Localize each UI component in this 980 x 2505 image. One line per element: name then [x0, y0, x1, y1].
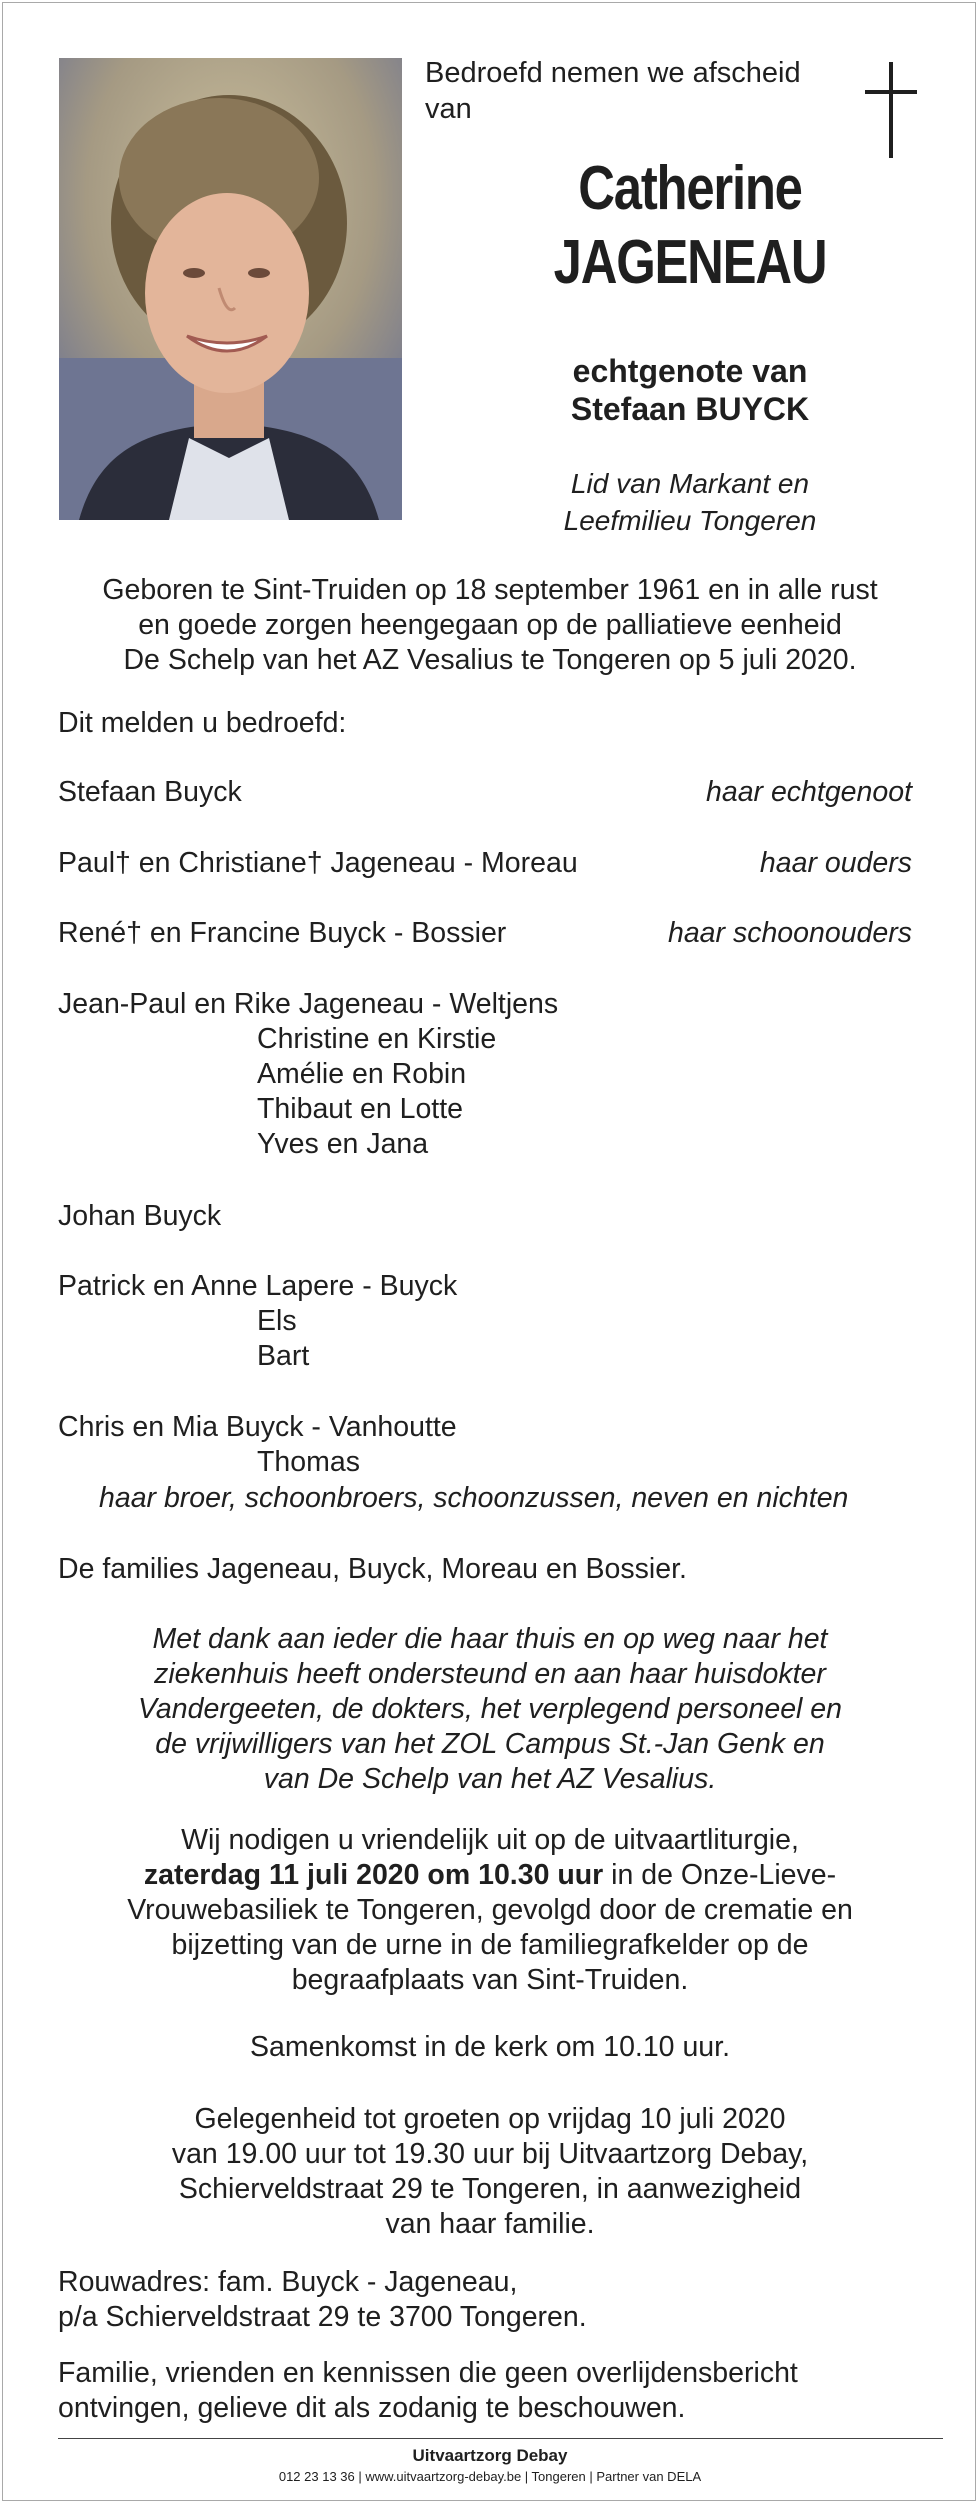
relative-relation: haar echtgenoot: [706, 776, 912, 808]
families-line: De families Jageneau, Buyck, Moreau en Bossier.: [58, 1553, 687, 1585]
closing-text: Familie, vrienden en kennissen die geen overlijdensbericht ontvingen, gelieve dit als zodanig te beschouwen.: [58, 2357, 798, 2424]
portrait-photo: [59, 58, 402, 520]
footer-info: 012 23 13 36 | www.uitvaartzorg-debay.be | Tongeren | Partner van DELA: [278, 2469, 702, 2484]
family-child: Els: [257, 1305, 297, 1337]
family-child: Amélie en Robin: [257, 1058, 467, 1090]
family-child: Yves en Jana: [257, 1128, 429, 1160]
relative-name: Paul† en Christiane† Jageneau - Moreau: [58, 847, 578, 879]
mourning-address: Rouwadres: fam. Buyck - Jageneau, p/a Schierveldstraat 29 te 3700 Tongeren.: [58, 2266, 587, 2333]
relative-name: René† en Francine Buyck - Bossier: [58, 917, 507, 949]
spouse-line-1: echtgenote van: [572, 353, 808, 389]
spouse-name: Stefaan BUYCK: [570, 391, 810, 427]
siblings-line: haar broer, schoonbroers, schoonzussen, neven en nichten: [99, 1482, 849, 1514]
birth-death-text: Geboren te Sint-Truiden op 18 september 1961 en in alle rust en goede zorgen heengegaan op de palliatieve eenheid De Schelp van het AZ Vesalius te Tongeren op 5 juli 2020.: [102, 574, 878, 676]
intro-text: Bedroefd nemen we afscheid van: [425, 57, 801, 125]
thanks-text: Met dank aan ieder die haar thuis en op weg naar het ziekenhuis heeft ondersteund en aan haar huisdokter Vandergeeten, de dokters, het verplegend personeel en de vrijwilligers van het ZOL Campus St.-Jan Genk en van De Schelp van het AZ Vesalius.: [137, 1623, 843, 1795]
cross-icon: [862, 62, 922, 162]
relative-relation: haar schoonouders: [667, 917, 912, 949]
relative-relation: haar ouders: [759, 847, 912, 879]
family-head: Patrick en Anne Lapere - Buyck: [58, 1270, 458, 1302]
family-child: Thibaut en Lotte: [257, 1093, 463, 1125]
family-child: Thomas: [257, 1446, 360, 1478]
membership-line-2: Leefmilieu Tongeren: [563, 505, 817, 536]
membership-line-1: Lid van Markant en: [570, 468, 810, 499]
invitation-text: Wij nodigen u vriendelijk uit op de uitvaartliturgie, zaterdag 11 juli 2020 om 10.30 uur in de Onze-Lieve- Vrouwebasiliek te Tongeren, gevolgd door de crematie en bijzetting van de urne in de familiegrafkelder op de begraafplaats van Sint-Truiden.: [127, 1824, 853, 1996]
family-child: Christine en Kirstie: [257, 1023, 497, 1055]
gathering-line: Samenkomst in de kerk om 10.10 uur.: [250, 2031, 730, 2063]
family-child: Bart: [257, 1340, 310, 1372]
family-head: Jean-Paul en Rike Jageneau - Weltjens: [58, 988, 559, 1020]
announce-line: Dit melden u bedroefd:: [58, 707, 347, 739]
relative-name: Stefaan Buyck: [58, 776, 242, 808]
footer-title: Uitvaartzorg Debay: [412, 2446, 568, 2465]
visitation-text: Gelegenheid tot groeten op vrijdag 10 juli 2020 van 19.00 uur tot 19.30 uur bij Uitvaartzorg Debay, Schierveldstraat 29 te Tongeren, in aanwezigheid van haar familie.: [171, 2103, 809, 2240]
family-head: Johan Buyck: [58, 1200, 222, 1232]
family-head: Chris en Mia Buyck - Vanhoutte: [58, 1411, 457, 1443]
deceased-last-name: JAGENEAU: [553, 228, 827, 297]
footer-divider: [58, 2438, 943, 2439]
funeral-date: zaterdag 11 juli 2020 om 10.30 uur: [143, 1859, 604, 1891]
deceased-first-name: Catherine: [578, 154, 802, 223]
